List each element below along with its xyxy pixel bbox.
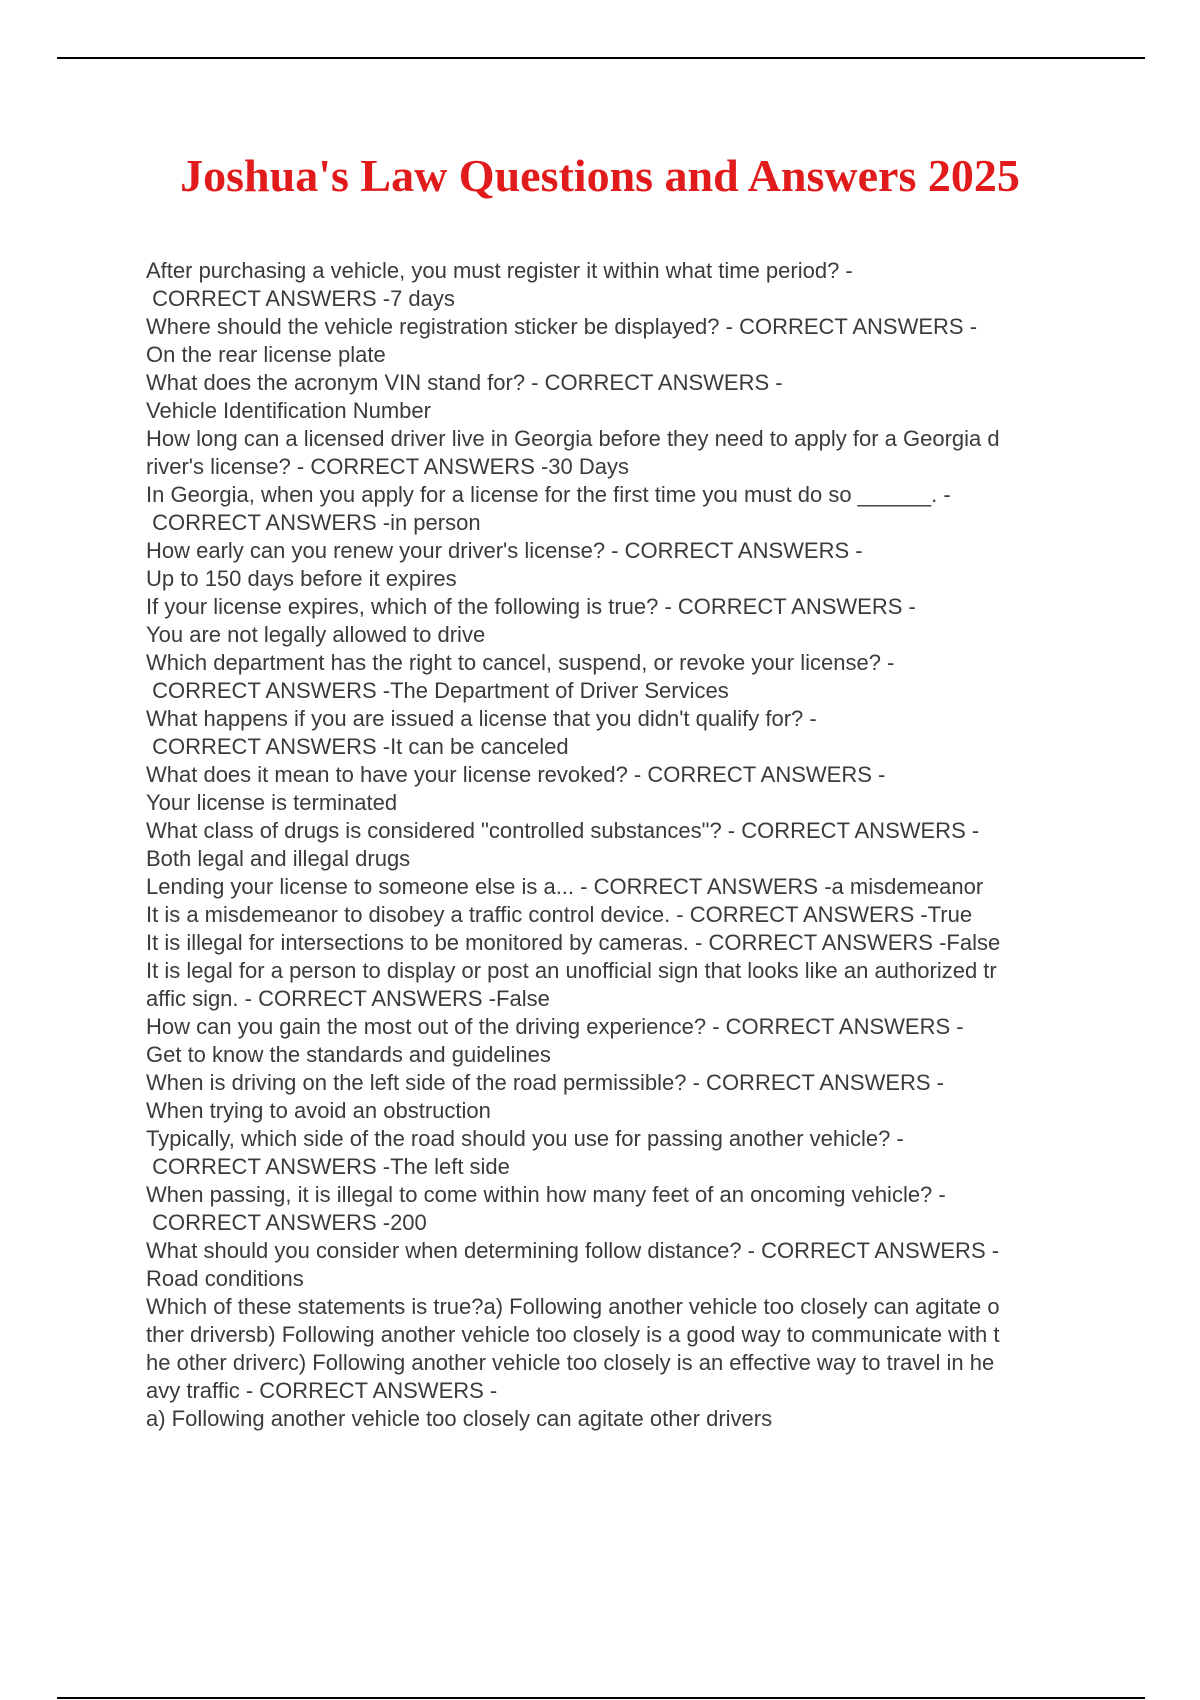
qa-line: What should you consider when determining follow distance? - CORRECT ANSWERS - [146, 1238, 1000, 1263]
qa-line: he other driverc) Following another vehicle too closely is an effective way to travel in he [146, 1350, 995, 1375]
qa-line: How long can a licensed driver live in Georgia before they need to apply for a Georgia d [146, 426, 1000, 451]
qa-line: CORRECT ANSWERS -in person [146, 510, 481, 535]
qa-line: When is driving on the left side of the road permissible? - CORRECT ANSWERS - [146, 1070, 945, 1095]
qa-line: Get to know the standards and guidelines [146, 1042, 551, 1067]
qa-line: CORRECT ANSWERS -7 days [146, 286, 455, 311]
qa-line: CORRECT ANSWERS -It can be canceled [146, 734, 569, 759]
qa-line: What does the acronym VIN stand for? - CORRECT ANSWERS - [146, 370, 783, 395]
qa-line: When passing, it is illegal to come within how many feet of an oncoming vehicle? - [146, 1182, 946, 1207]
qa-line: ther driversb) Following another vehicle too closely is a good way to communicate with t [146, 1322, 1000, 1347]
qa-line: a) Following another vehicle too closely can agitate other drivers [146, 1406, 773, 1431]
qa-line: Where should the vehicle registration sticker be displayed? - CORRECT ANSWERS - [146, 314, 978, 339]
qa-line: It is illegal for intersections to be monitored by cameras. - CORRECT ANSWERS -False [146, 930, 1001, 955]
qa-line: avy traffic - CORRECT ANSWERS - [146, 1378, 498, 1403]
qa-line: After purchasing a vehicle, you must register it within what time period? - [146, 258, 853, 283]
qa-line: You are not legally allowed to drive [146, 622, 486, 647]
qa-line: Road conditions [146, 1266, 304, 1291]
qa-line: Which of these statements is true?a) Following another vehicle too closely can agitate o [146, 1294, 1000, 1319]
qa-line: Typically, which side of the road should you use for passing another vehicle? - [146, 1126, 904, 1151]
qa-line: Vehicle Identification Number [146, 398, 431, 423]
qa-line: What class of drugs is considered "controlled substances"? - CORRECT ANSWERS - [146, 818, 980, 843]
qa-line: Up to 150 days before it expires [146, 566, 457, 591]
qa-line: It is a misdemeanor to disobey a traffic control device. - CORRECT ANSWERS -True [146, 902, 973, 927]
qa-list [146, 257, 1091, 1433]
qa-line: When trying to avoid an obstruction [146, 1098, 491, 1123]
qa-line: How early can you renew your driver's license? - CORRECT ANSWERS - [146, 538, 863, 563]
document-title: Joshua's Law Questions and Answers 2025 [180, 150, 1020, 201]
qa-line: Which department has the right to cancel, suspend, or revoke your license? - [146, 650, 895, 675]
qa-line: On the rear license plate [146, 342, 386, 367]
qa-line: river's license? - CORRECT ANSWERS -30 Days [146, 454, 630, 479]
qa-line: Lending your license to someone else is a... - CORRECT ANSWERS -a misdemeanor [146, 874, 984, 899]
qa-line: CORRECT ANSWERS -The Department of Driver Services [146, 678, 729, 703]
qa-line: What does it mean to have your license revoked? - CORRECT ANSWERS - [146, 762, 886, 787]
qa-line: It is legal for a person to display or post an unofficial sign that looks like an authorized tr [146, 958, 997, 983]
qa-line: CORRECT ANSWERS -The left side [146, 1154, 510, 1179]
qa-line: If your license expires, which of the following is true? - CORRECT ANSWERS - [146, 594, 916, 619]
qa-line: In Georgia, when you apply for a license for the first time you must do so ______. - [146, 482, 951, 507]
bottom-divider [57, 1697, 1145, 1699]
qa-line: Your license is terminated [146, 790, 398, 815]
qa-line: What happens if you are issued a license that you didn't qualify for? - [146, 706, 817, 731]
qa-line: CORRECT ANSWERS -200 [146, 1210, 427, 1235]
qa-line: affic sign. - CORRECT ANSWERS -False [146, 986, 550, 1011]
qa-line: Both legal and illegal drugs [146, 846, 411, 871]
qa-line: How can you gain the most out of the driving experience? - CORRECT ANSWERS - [146, 1014, 964, 1039]
top-divider [57, 57, 1145, 59]
